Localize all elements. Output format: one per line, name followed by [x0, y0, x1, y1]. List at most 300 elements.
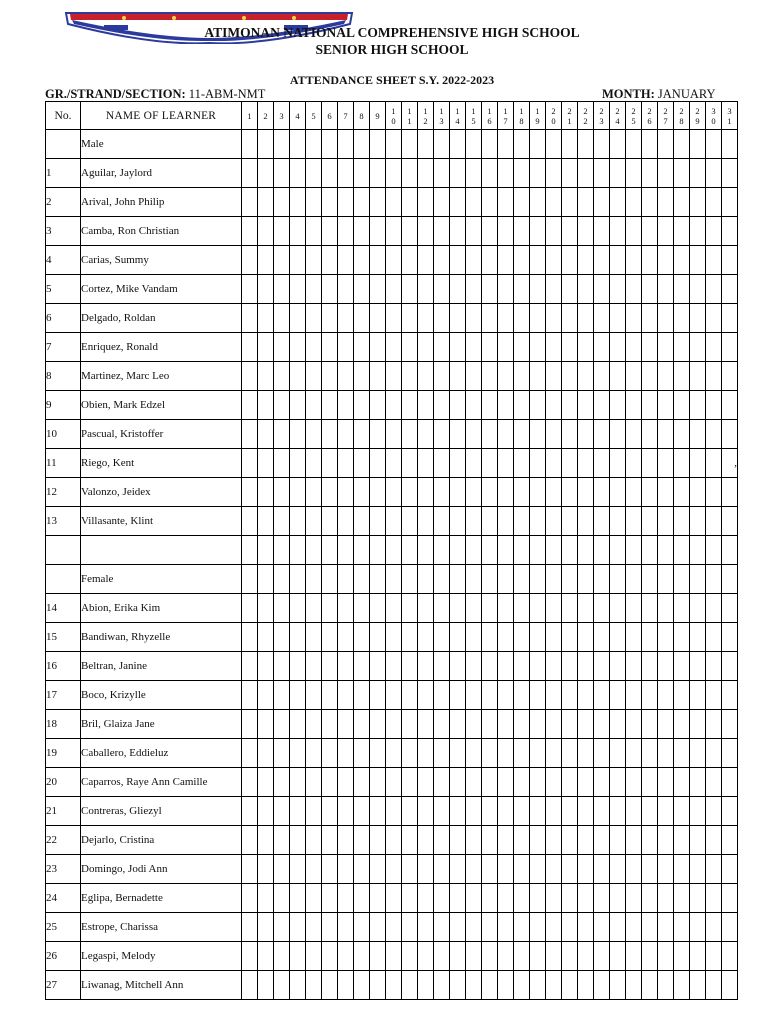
attendance-cell[interactable]: [722, 246, 738, 275]
attendance-cell[interactable]: [322, 246, 338, 275]
attendance-cell[interactable]: [466, 913, 482, 942]
attendance-cell[interactable]: [242, 884, 258, 913]
attendance-cell[interactable]: [594, 681, 610, 710]
attendance-cell[interactable]: [514, 855, 530, 884]
attendance-cell[interactable]: [402, 246, 418, 275]
attendance-cell[interactable]: [274, 507, 290, 536]
attendance-cell[interactable]: [338, 362, 354, 391]
attendance-cell[interactable]: [418, 855, 434, 884]
attendance-cell[interactable]: [434, 507, 450, 536]
attendance-cell[interactable]: [322, 942, 338, 971]
attendance-cell[interactable]: [690, 536, 706, 565]
attendance-cell[interactable]: [466, 623, 482, 652]
attendance-cell[interactable]: [258, 913, 274, 942]
attendance-cell[interactable]: [402, 188, 418, 217]
attendance-cell[interactable]: [706, 478, 722, 507]
attendance-cell[interactable]: [658, 275, 674, 304]
attendance-cell[interactable]: [274, 971, 290, 1000]
attendance-cell[interactable]: [354, 130, 370, 159]
attendance-cell[interactable]: [674, 478, 690, 507]
attendance-cell[interactable]: [450, 507, 466, 536]
attendance-cell[interactable]: [658, 362, 674, 391]
attendance-cell[interactable]: [546, 217, 562, 246]
attendance-cell[interactable]: [386, 797, 402, 826]
attendance-cell[interactable]: [706, 304, 722, 333]
attendance-cell[interactable]: [290, 884, 306, 913]
attendance-cell[interactable]: [674, 884, 690, 913]
attendance-cell[interactable]: [242, 507, 258, 536]
attendance-cell[interactable]: [242, 768, 258, 797]
attendance-cell[interactable]: [434, 565, 450, 594]
attendance-cell[interactable]: [530, 768, 546, 797]
attendance-cell[interactable]: [594, 246, 610, 275]
attendance-cell[interactable]: [338, 884, 354, 913]
attendance-cell[interactable]: [658, 565, 674, 594]
attendance-cell[interactable]: [258, 681, 274, 710]
attendance-cell[interactable]: [274, 188, 290, 217]
attendance-cell[interactable]: [610, 623, 626, 652]
attendance-cell[interactable]: [722, 275, 738, 304]
attendance-cell[interactable]: [354, 275, 370, 304]
attendance-cell[interactable]: [530, 246, 546, 275]
attendance-cell[interactable]: [658, 710, 674, 739]
attendance-cell[interactable]: [258, 826, 274, 855]
attendance-cell[interactable]: [562, 739, 578, 768]
attendance-cell[interactable]: [386, 536, 402, 565]
attendance-cell[interactable]: [722, 391, 738, 420]
attendance-cell[interactable]: [578, 594, 594, 623]
attendance-cell[interactable]: [370, 333, 386, 362]
attendance-cell[interactable]: [642, 362, 658, 391]
attendance-cell[interactable]: [370, 391, 386, 420]
attendance-cell[interactable]: [722, 362, 738, 391]
attendance-cell[interactable]: [498, 565, 514, 594]
attendance-cell[interactable]: [482, 971, 498, 1000]
attendance-cell[interactable]: [514, 971, 530, 1000]
attendance-cell[interactable]: [402, 797, 418, 826]
attendance-cell[interactable]: [546, 565, 562, 594]
attendance-cell[interactable]: [562, 507, 578, 536]
attendance-cell[interactable]: [402, 420, 418, 449]
attendance-cell[interactable]: [722, 681, 738, 710]
attendance-cell[interactable]: [498, 536, 514, 565]
attendance-cell[interactable]: [610, 942, 626, 971]
attendance-cell[interactable]: [658, 420, 674, 449]
attendance-cell[interactable]: [434, 623, 450, 652]
attendance-cell[interactable]: [258, 855, 274, 884]
attendance-cell[interactable]: [610, 420, 626, 449]
attendance-cell[interactable]: [530, 797, 546, 826]
attendance-cell[interactable]: [626, 681, 642, 710]
attendance-cell[interactable]: [402, 768, 418, 797]
attendance-cell[interactable]: [498, 797, 514, 826]
attendance-cell[interactable]: [578, 942, 594, 971]
attendance-cell[interactable]: [338, 275, 354, 304]
attendance-cell[interactable]: [626, 942, 642, 971]
attendance-cell[interactable]: [594, 594, 610, 623]
attendance-cell[interactable]: [594, 217, 610, 246]
attendance-cell[interactable]: [434, 942, 450, 971]
attendance-cell[interactable]: [242, 942, 258, 971]
attendance-cell[interactable]: [498, 159, 514, 188]
attendance-cell[interactable]: [482, 507, 498, 536]
attendance-cell[interactable]: [514, 130, 530, 159]
attendance-cell[interactable]: [370, 623, 386, 652]
attendance-cell[interactable]: [306, 826, 322, 855]
attendance-cell[interactable]: [530, 942, 546, 971]
attendance-cell[interactable]: [706, 826, 722, 855]
attendance-cell[interactable]: [594, 710, 610, 739]
attendance-cell[interactable]: [258, 710, 274, 739]
attendance-cell[interactable]: [466, 826, 482, 855]
attendance-cell[interactable]: [466, 536, 482, 565]
attendance-cell[interactable]: [242, 304, 258, 333]
attendance-cell[interactable]: [290, 391, 306, 420]
attendance-cell[interactable]: [290, 536, 306, 565]
attendance-cell[interactable]: [722, 478, 738, 507]
attendance-cell[interactable]: [530, 913, 546, 942]
attendance-cell[interactable]: [562, 884, 578, 913]
attendance-cell[interactable]: [290, 652, 306, 681]
attendance-cell[interactable]: [306, 478, 322, 507]
attendance-cell[interactable]: [562, 768, 578, 797]
attendance-cell[interactable]: [306, 884, 322, 913]
attendance-cell[interactable]: [706, 594, 722, 623]
attendance-cell[interactable]: [594, 565, 610, 594]
attendance-cell[interactable]: [242, 536, 258, 565]
attendance-cell[interactable]: [498, 739, 514, 768]
attendance-cell[interactable]: [386, 449, 402, 478]
attendance-cell[interactable]: [338, 797, 354, 826]
attendance-cell[interactable]: [354, 362, 370, 391]
attendance-cell[interactable]: [546, 768, 562, 797]
attendance-cell[interactable]: [354, 681, 370, 710]
attendance-cell[interactable]: [514, 304, 530, 333]
attendance-cell[interactable]: [658, 768, 674, 797]
attendance-cell[interactable]: [338, 681, 354, 710]
attendance-cell[interactable]: [418, 478, 434, 507]
attendance-cell[interactable]: [434, 362, 450, 391]
attendance-cell[interactable]: [274, 652, 290, 681]
attendance-cell[interactable]: [562, 217, 578, 246]
attendance-cell[interactable]: [674, 652, 690, 681]
attendance-cell[interactable]: [386, 913, 402, 942]
attendance-cell[interactable]: [354, 159, 370, 188]
attendance-cell[interactable]: [642, 681, 658, 710]
attendance-cell[interactable]: [594, 536, 610, 565]
attendance-cell[interactable]: [482, 159, 498, 188]
attendance-cell[interactable]: [706, 188, 722, 217]
attendance-cell[interactable]: [306, 333, 322, 362]
attendance-cell[interactable]: [466, 884, 482, 913]
attendance-cell[interactable]: [498, 304, 514, 333]
attendance-cell[interactable]: [498, 130, 514, 159]
attendance-cell[interactable]: [258, 565, 274, 594]
attendance-cell[interactable]: [402, 681, 418, 710]
attendance-cell[interactable]: [626, 217, 642, 246]
attendance-cell[interactable]: [338, 971, 354, 1000]
attendance-cell[interactable]: [338, 304, 354, 333]
attendance-cell[interactable]: [626, 768, 642, 797]
attendance-cell[interactable]: [386, 420, 402, 449]
attendance-cell[interactable]: [402, 855, 418, 884]
attendance-cell[interactable]: [610, 971, 626, 1000]
attendance-cell[interactable]: [530, 739, 546, 768]
attendance-cell[interactable]: [498, 942, 514, 971]
attendance-cell[interactable]: [674, 130, 690, 159]
attendance-cell[interactable]: [706, 130, 722, 159]
attendance-cell[interactable]: [562, 333, 578, 362]
attendance-cell[interactable]: [450, 768, 466, 797]
attendance-cell[interactable]: [434, 855, 450, 884]
attendance-cell[interactable]: [290, 188, 306, 217]
attendance-cell[interactable]: [242, 246, 258, 275]
attendance-cell[interactable]: [258, 275, 274, 304]
attendance-cell[interactable]: [610, 536, 626, 565]
attendance-cell[interactable]: [498, 681, 514, 710]
attendance-cell[interactable]: [482, 565, 498, 594]
attendance-cell[interactable]: [290, 275, 306, 304]
attendance-cell[interactable]: [482, 739, 498, 768]
attendance-cell[interactable]: [402, 275, 418, 304]
attendance-cell[interactable]: [258, 333, 274, 362]
attendance-cell[interactable]: [722, 333, 738, 362]
attendance-cell[interactable]: [562, 710, 578, 739]
attendance-cell[interactable]: [722, 855, 738, 884]
attendance-cell[interactable]: [642, 855, 658, 884]
attendance-cell[interactable]: [706, 333, 722, 362]
attendance-cell[interactable]: [482, 681, 498, 710]
attendance-cell[interactable]: [466, 594, 482, 623]
attendance-cell[interactable]: [354, 623, 370, 652]
attendance-cell[interactable]: [546, 159, 562, 188]
attendance-cell[interactable]: [242, 159, 258, 188]
attendance-cell[interactable]: [626, 420, 642, 449]
attendance-cell[interactable]: [674, 594, 690, 623]
attendance-cell[interactable]: [546, 536, 562, 565]
attendance-cell[interactable]: [690, 246, 706, 275]
attendance-cell[interactable]: [690, 623, 706, 652]
attendance-cell[interactable]: [290, 304, 306, 333]
attendance-cell[interactable]: [658, 623, 674, 652]
attendance-cell[interactable]: [242, 971, 258, 1000]
attendance-cell[interactable]: [562, 681, 578, 710]
attendance-cell[interactable]: [690, 130, 706, 159]
attendance-cell[interactable]: [274, 362, 290, 391]
attendance-cell[interactable]: [722, 768, 738, 797]
attendance-cell[interactable]: [386, 362, 402, 391]
attendance-cell[interactable]: [322, 826, 338, 855]
attendance-cell[interactable]: [322, 913, 338, 942]
attendance-cell[interactable]: [578, 188, 594, 217]
attendance-cell[interactable]: [482, 391, 498, 420]
attendance-cell[interactable]: [322, 594, 338, 623]
attendance-cell[interactable]: [642, 159, 658, 188]
attendance-cell[interactable]: [274, 217, 290, 246]
attendance-cell[interactable]: [514, 420, 530, 449]
attendance-cell[interactable]: [706, 797, 722, 826]
attendance-cell[interactable]: [418, 275, 434, 304]
attendance-cell[interactable]: [450, 362, 466, 391]
attendance-cell[interactable]: [354, 188, 370, 217]
attendance-cell[interactable]: [434, 913, 450, 942]
attendance-cell[interactable]: [418, 652, 434, 681]
attendance-cell[interactable]: [578, 913, 594, 942]
attendance-cell[interactable]: [530, 420, 546, 449]
attendance-cell[interactable]: [530, 855, 546, 884]
attendance-cell[interactable]: [642, 391, 658, 420]
attendance-cell[interactable]: [722, 710, 738, 739]
attendance-cell[interactable]: [258, 362, 274, 391]
attendance-cell[interactable]: [482, 478, 498, 507]
attendance-cell[interactable]: [626, 536, 642, 565]
attendance-cell[interactable]: [722, 739, 738, 768]
attendance-cell[interactable]: [722, 623, 738, 652]
attendance-cell[interactable]: [722, 536, 738, 565]
attendance-cell[interactable]: [338, 623, 354, 652]
attendance-cell[interactable]: [610, 246, 626, 275]
attendance-cell[interactable]: [402, 507, 418, 536]
attendance-cell[interactable]: [482, 855, 498, 884]
attendance-cell[interactable]: [626, 797, 642, 826]
attendance-cell[interactable]: [306, 130, 322, 159]
attendance-cell[interactable]: [674, 623, 690, 652]
attendance-cell[interactable]: [386, 188, 402, 217]
attendance-cell[interactable]: [610, 159, 626, 188]
attendance-cell[interactable]: [514, 188, 530, 217]
attendance-cell[interactable]: [626, 362, 642, 391]
attendance-cell[interactable]: [674, 304, 690, 333]
attendance-cell[interactable]: [386, 623, 402, 652]
attendance-cell[interactable]: [434, 449, 450, 478]
attendance-cell[interactable]: [626, 913, 642, 942]
attendance-cell[interactable]: [386, 565, 402, 594]
attendance-cell[interactable]: [530, 159, 546, 188]
attendance-cell[interactable]: [450, 855, 466, 884]
attendance-cell[interactable]: [642, 739, 658, 768]
attendance-cell[interactable]: [466, 565, 482, 594]
attendance-cell[interactable]: [594, 304, 610, 333]
attendance-cell[interactable]: [274, 739, 290, 768]
attendance-cell[interactable]: [258, 159, 274, 188]
attendance-cell[interactable]: [594, 739, 610, 768]
attendance-cell[interactable]: [450, 391, 466, 420]
attendance-cell[interactable]: [706, 884, 722, 913]
attendance-cell[interactable]: [658, 159, 674, 188]
attendance-cell[interactable]: [418, 768, 434, 797]
attendance-cell[interactable]: [242, 710, 258, 739]
attendance-cell[interactable]: [418, 333, 434, 362]
attendance-cell[interactable]: [610, 507, 626, 536]
attendance-cell[interactable]: [450, 681, 466, 710]
attendance-cell[interactable]: [530, 884, 546, 913]
attendance-cell[interactable]: [402, 652, 418, 681]
attendance-cell[interactable]: [450, 478, 466, 507]
attendance-cell[interactable]: [562, 594, 578, 623]
attendance-cell[interactable]: [354, 594, 370, 623]
attendance-cell[interactable]: [690, 478, 706, 507]
attendance-cell[interactable]: [578, 623, 594, 652]
attendance-cell[interactable]: [402, 333, 418, 362]
attendance-cell[interactable]: [546, 188, 562, 217]
attendance-cell[interactable]: [722, 652, 738, 681]
attendance-cell[interactable]: [722, 420, 738, 449]
attendance-cell[interactable]: [434, 159, 450, 188]
attendance-cell[interactable]: [530, 130, 546, 159]
attendance-cell[interactable]: [498, 449, 514, 478]
attendance-cell[interactable]: [434, 478, 450, 507]
attendance-cell[interactable]: [658, 246, 674, 275]
attendance-cell[interactable]: [482, 304, 498, 333]
attendance-cell[interactable]: [258, 594, 274, 623]
attendance-cell[interactable]: [722, 159, 738, 188]
attendance-cell[interactable]: [578, 391, 594, 420]
attendance-cell[interactable]: [418, 797, 434, 826]
attendance-cell[interactable]: [642, 217, 658, 246]
attendance-cell[interactable]: [434, 130, 450, 159]
attendance-cell[interactable]: [242, 797, 258, 826]
attendance-cell[interactable]: [562, 130, 578, 159]
attendance-cell[interactable]: [306, 594, 322, 623]
attendance-cell[interactable]: [546, 826, 562, 855]
attendance-cell[interactable]: [418, 710, 434, 739]
attendance-cell[interactable]: [338, 942, 354, 971]
attendance-cell[interactable]: [242, 391, 258, 420]
attendance-cell[interactable]: [466, 275, 482, 304]
attendance-cell[interactable]: [706, 217, 722, 246]
attendance-cell[interactable]: [354, 420, 370, 449]
attendance-cell[interactable]: [306, 304, 322, 333]
attendance-cell[interactable]: [514, 246, 530, 275]
attendance-cell[interactable]: [290, 623, 306, 652]
attendance-cell[interactable]: [258, 768, 274, 797]
attendance-cell[interactable]: [546, 681, 562, 710]
attendance-cell[interactable]: [498, 594, 514, 623]
attendance-cell[interactable]: [642, 333, 658, 362]
attendance-cell[interactable]: [482, 333, 498, 362]
attendance-cell[interactable]: [498, 826, 514, 855]
attendance-cell[interactable]: [354, 942, 370, 971]
attendance-cell[interactable]: [434, 246, 450, 275]
attendance-cell[interactable]: [242, 362, 258, 391]
attendance-cell[interactable]: [482, 884, 498, 913]
attendance-cell[interactable]: [674, 536, 690, 565]
attendance-cell[interactable]: [690, 217, 706, 246]
attendance-cell[interactable]: [434, 594, 450, 623]
attendance-cell[interactable]: [690, 710, 706, 739]
attendance-cell[interactable]: [274, 275, 290, 304]
attendance-cell[interactable]: [418, 826, 434, 855]
attendance-cell[interactable]: [562, 275, 578, 304]
attendance-cell[interactable]: [434, 333, 450, 362]
attendance-cell[interactable]: [450, 188, 466, 217]
attendance-cell[interactable]: [242, 652, 258, 681]
attendance-cell[interactable]: [690, 449, 706, 478]
attendance-cell[interactable]: [418, 159, 434, 188]
attendance-cell[interactable]: [722, 594, 738, 623]
attendance-cell[interactable]: [338, 159, 354, 188]
attendance-cell[interactable]: [514, 884, 530, 913]
attendance-cell[interactable]: [578, 217, 594, 246]
attendance-cell[interactable]: [706, 246, 722, 275]
attendance-cell[interactable]: [562, 942, 578, 971]
attendance-cell[interactable]: [546, 420, 562, 449]
attendance-cell[interactable]: [418, 536, 434, 565]
attendance-cell[interactable]: [690, 333, 706, 362]
attendance-cell[interactable]: [450, 652, 466, 681]
attendance-cell[interactable]: [370, 797, 386, 826]
attendance-cell[interactable]: [706, 391, 722, 420]
